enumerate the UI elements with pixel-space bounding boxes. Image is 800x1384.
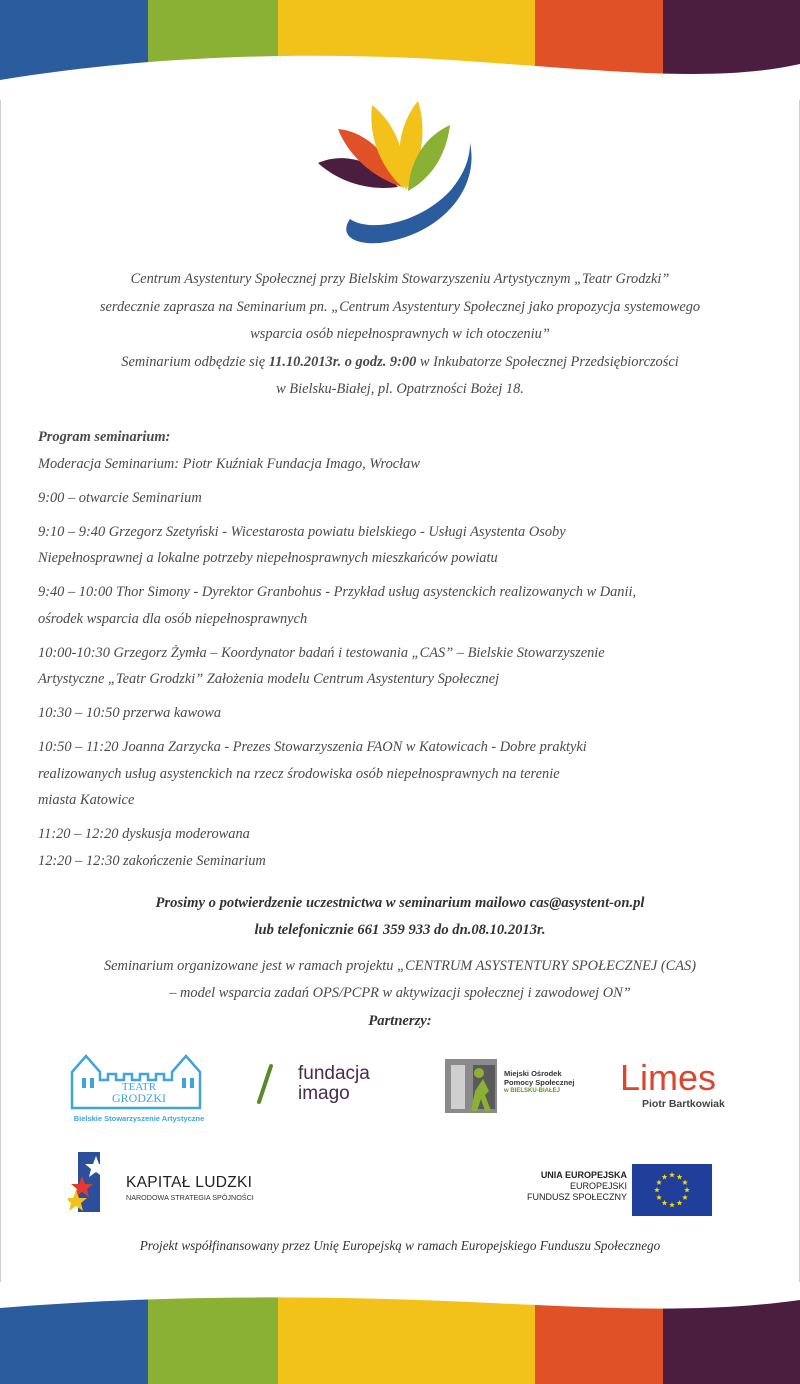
top-color-stripes [0, 0, 800, 100]
cas-lotus-logo [310, 95, 485, 250]
fundacja-imago-logo [255, 1062, 405, 1106]
slash-icon [255, 1062, 275, 1106]
intro-venue: w Inkubatorze Społecznej Przedsiębiorczości [416, 353, 679, 370]
program-item: 9:00 – otwarcie Seminarium [38, 489, 202, 506]
program-heading: Program seminarium: [38, 429, 171, 445]
teatr-logo-caption: Bielskie Stowarzyszenie Artystyczne [73, 1114, 205, 1123]
project-line-2: – model wsparcia zadań OPS/PCPR w aktywizacji społecznej i zawodowej ON” [169, 985, 631, 1001]
project-line-1: Seminarium organizowane jest w ramach projektu „CENTRUM ASYSTENTURY SPOŁECZNEJ (CAS) [103, 958, 697, 974]
eu-logo [510, 1164, 715, 1218]
program-item: 9:40 – 10:00 Thor Simony - Dyrektor Granbohus - Przykład usług asystenckich realizowanych w Danii, ośrodek wsparcia dla osób niepełnosprawnych [38, 584, 637, 627]
program-closing: 12:20 – 12:30 zakończenie Seminarium [38, 852, 266, 869]
top-wave [0, 0, 800, 100]
invitation-text [30, 266, 770, 404]
program-item: 10:50 – 11:20 Joanna Zarzycka - Prezes Stowarzyszenia FAON w Katowicach - Dobre praktyki realizowanych usług asystenckich na rzecz środowiska osób niepełnosprawnych na terenie miasta Katowice [38, 739, 587, 808]
confirmation-request [30, 890, 770, 944]
mops-emblem-icon [445, 1057, 501, 1115]
imago-word-1: fundacja [298, 1063, 370, 1084]
kapital-ludzki-logo [68, 1152, 308, 1214]
teatr-grodzki-logo [66, 1046, 212, 1126]
program-section [38, 424, 768, 874]
confirm-email-line[interactable]: Prosimy o potwierdzenie uczestnictwa w seminarium mailowo cas@asystent-on.pl [155, 895, 645, 911]
program-item: 10:30 – 10:50 przerwa kawowa [38, 705, 222, 721]
program-item: 9:10 – 9:40 Grzegorz Szetyński - Wicestarosta powiatu bielskiego - Usługi Asystenta Osoby Niepełnosprawnej a lokalne potrzeby niepełnosprawnych mieszkańców powiatu [38, 523, 566, 566]
eu-line-1: UNIA EUROPEJSKA [540, 1170, 627, 1180]
eu-flag-icon [632, 1164, 712, 1216]
intro-line-3: wsparcia osób niepełnosprawnych w ich otoczeniu” [250, 326, 550, 342]
mops-line-2: Pomocy Społecznej [504, 1077, 575, 1087]
kapital-ludzki-emblem-icon [68, 1152, 120, 1212]
kl-subtitle: NARODOWA STRATEGIA SPÓJNOŚCI [126, 1193, 254, 1202]
intro-line-2: serdecznie zaprasza na Seminarium pn. „Centrum Asystentury Społecznej jako propozycja systemowego [99, 298, 701, 315]
limes-subtitle: Piotr Bartkowiak [642, 1098, 725, 1110]
intro-line-5: w Bielsku-Białej, pl. Opatrzności Bożej 18. [276, 381, 524, 397]
intro-date-prefix: Seminarium odbędzie się [121, 353, 269, 370]
bottom-wave [0, 1282, 800, 1322]
intro-line-1: Centrum Asystentury Społecznej przy Bielskim Stowarzyszeniu Artystycznym „Teatr Grodzki” [130, 271, 670, 287]
eu-line-2: EUROPEJSKI [569, 1181, 627, 1191]
program-moderation: Moderacja Seminarium: Piotr Kuźniak Fundacja Imago, Wrocław [38, 455, 420, 472]
mops-line-3: w BIELSKU-BIAŁEJ [504, 1088, 561, 1094]
intro-line-4 [30, 349, 770, 377]
project-info [30, 953, 770, 1007]
limes-logo [620, 1058, 740, 1116]
confirm-phone-line: lub telefonicznie 661 359 933 do dn.08.10.2013r. [254, 922, 546, 938]
program-discussion: 11:20 – 12:20 dyskusja moderowana [38, 826, 250, 842]
bottom-color-stripes [0, 1282, 800, 1384]
limes-title: Limes [620, 1057, 717, 1098]
cofinancing-note: Projekt współfinansowany przez Unię Europejską w ramach Europejskiego Funduszu Społecznego [139, 1238, 661, 1253]
mops-line-1: Miejski Ośrodek [504, 1069, 562, 1078]
teatr-logo-word-1: TEATR [121, 1081, 157, 1093]
imago-word-2: imago [298, 1083, 350, 1104]
kl-title: KAPITAŁ LUDZKI [126, 1174, 253, 1191]
mops-logo [445, 1057, 595, 1115]
partners-heading: Partnerzy: [368, 1013, 432, 1029]
eu-line-3: FUNDUSZ SPOŁECZNY [526, 1192, 627, 1202]
program-item: 10:00-10:30 Grzegorz Żymła – Koordynator badań i testowania „CAS” – Bielskie Stowarzyszenie Artystyczne „Teatr Grodzki” Założenia modelu Centrum Asystentury Społecznej [38, 644, 605, 687]
teatr-logo-word-2: GRODZKI [112, 1091, 166, 1105]
seminar-date: 11.10.2013r. o godz. 9:00 [268, 353, 417, 370]
